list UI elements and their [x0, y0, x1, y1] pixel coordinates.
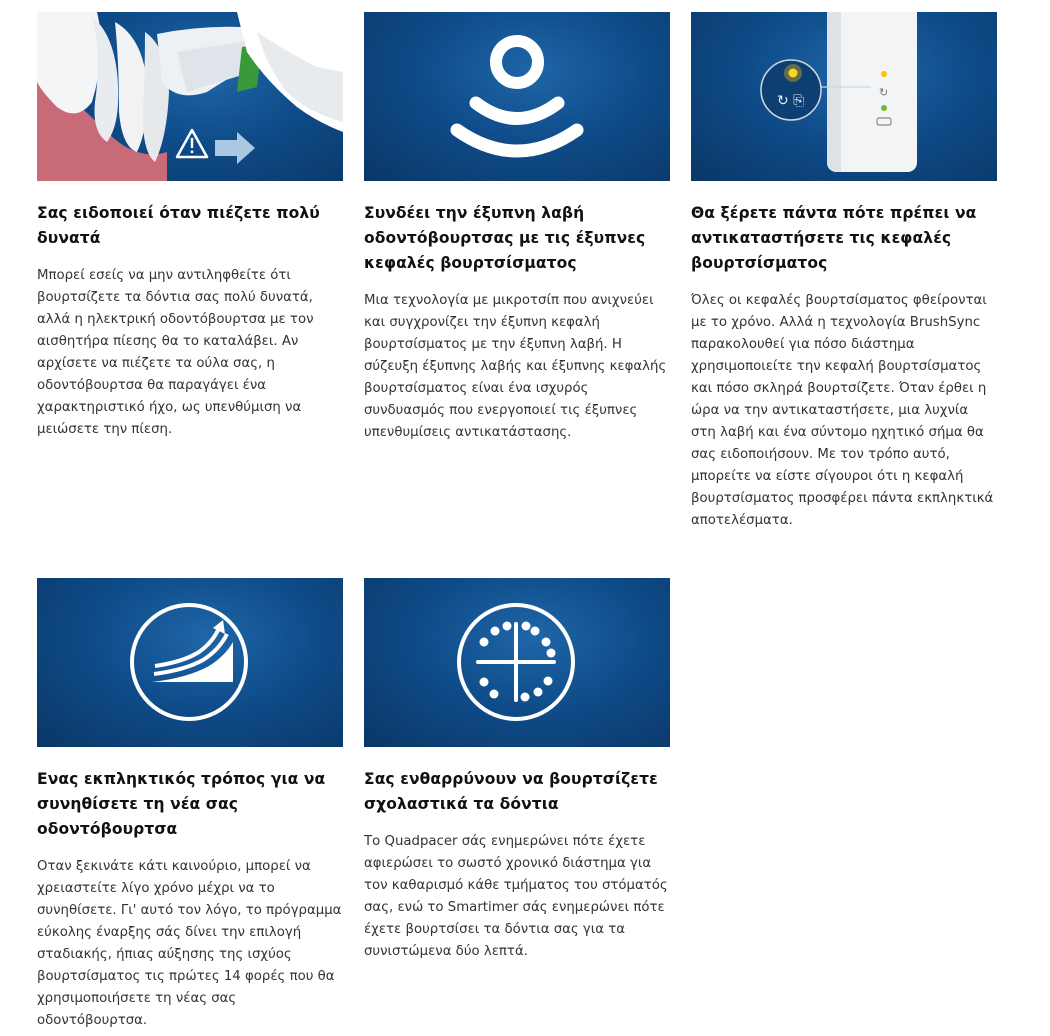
svg-text:↻: ↻	[879, 86, 889, 99]
feature-title: Ενας εκπληκτικός τρόπος για να συνηθίσετε τη νέα σας οδοντόβουρτσα	[37, 770, 326, 838]
feature-description: Μπορεί εσείς να μην αντιληφθείτε ότι βουρτσίζετε τα δόντια σας πολύ δυνατά, αλλά η ηλεκτρική οδοντόβουρτσα με τον αισθητήρα πίεσης θα το καταλάβει. Αν αρχίσετε να πιέζετε τα ούλα σας, η οδοντόβουρτσα θα παραγάγει ένα χαρακτηριστικό ήχο, ως υπενθύμιση να μειώσετε την πίεση.	[37, 268, 314, 437]
easy-start-ramp-icon	[37, 578, 343, 747]
feature-description: Το Quadpacer σάς ενημερώνει πότε έχετε αφιερώσει το σωστό χρονικό διάστημα για τον καθαρισμό κάθε τμήματος του στόματός σας, ενώ το Smartimer σάς ενημερώνει πότε έχετε βουρτσίσει τα δόντια σας για τα συνιστώμενα δύο λεπτά.	[364, 834, 668, 959]
quadpacer-timer-icon	[364, 578, 670, 747]
feature-card-pressure-sensor	[37, 12, 343, 441]
feature-card-smart-connection	[364, 12, 670, 444]
feature-description: Οταν ξεκινάτε κάτι καινούριο, μπορεί να χρειαστείτε λίγο χρόνο μέχρι να το συνηθίσετε. Γι' αυτό τον λόγο, το πρόγραμμα εύκολης έναρξης σάς δίνει την επιλογή σταδιακής, ήπιας αύξησης της ισχύος βουρτσίσματος τις πρώτες 14 φορές που θα χρησιμοποιήσετε τη νέας σας οδοντόβουρτσα.	[37, 859, 342, 1028]
smart-signal-icon	[364, 12, 670, 181]
svg-text:↻ ⎘: ↻ ⎘	[777, 93, 805, 109]
pressure-sensor-teeth-illustration	[37, 12, 343, 181]
feature-title: Σας ειδοποιεί όταν πιέζετε πολύ δυνατά	[37, 204, 320, 247]
feature-card-quadpacer	[364, 578, 670, 963]
feature-title: Θα ξέρετε πάντα πότε πρέπει να αντικαταστήσετε τις κεφαλές βουρτσίσματος	[691, 204, 977, 272]
feature-card-easy-start	[37, 578, 343, 1032]
feature-title: Σας ενθαρρύνουν να βουρτσίζετε σχολαστικά τα δόντια	[364, 770, 658, 813]
feature-description: Όλες οι κεφαλές βουρτσίσματος φθείρονται με το χρόνο. Αλλά η τεχνολογία BrushSync παρακολουθεί για πόσο διάστημα χρησιμοποιείτε την κεφαλή βουρτσίσματος και πόσο σκληρά βουρτσίζετε. Όταν έρθει η ώρα να την αντικαταστήσετε, μια λυχνία στη λαβή και ένα σύντομο ηχητικό σήμα θα σας ειδοποιήσουν. Με τον τρόπο αυτό, μπορείτε να είστε σίγουροι ότι η κεφαλή βουρτσίσματος προσφέρει πάντα εκπληκτικά αποτελέσματα.	[691, 293, 994, 528]
feature-description: Μια τεχνολογία με μικροτσίπ που ανιχνεύει και συγχρονίζει την έξυπνη κεφαλή βουρτσίσματος με την έξυπνη λαβή. Η σύζευξη έξυπνης λαβής και έξυπνης κεφαλής βουρτσίσματος είναι ένα ισχυρός συνδυασμός που ενεργοποιεί τις έξυπνες υπενθυμίσεις αντικατάστασης.	[364, 293, 667, 440]
warning-icon	[177, 130, 207, 157]
feature-card-brushsync	[691, 12, 997, 532]
brushsync-handle-illustration	[691, 12, 997, 181]
feature-title: Συνδέει την έξυπνη λαβή οδοντόβουρτσας με τις έξυπνες κεφαλές βουρτσίσματος	[364, 204, 646, 272]
